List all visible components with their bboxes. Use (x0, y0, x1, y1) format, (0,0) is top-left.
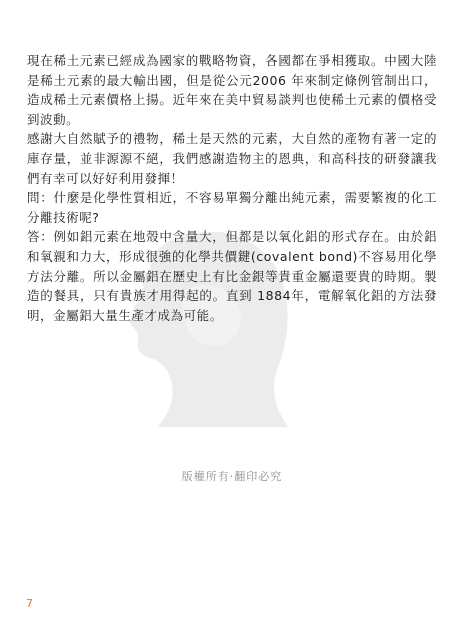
page-number: 7 (26, 597, 33, 610)
paragraph-answer: 答：例如鋁元素在地殼中含量大，但都是以氧化鋁的形式存在。由於鋁和氧親和力大，形成很強的化學共價鍵(covalent bond)不容易用化學方法分離。所以金屬鋁在歷史上有比金銀等貴重金屬還要貴的時期。製造的餐具，只有貴族才用得起的。直到 1884年，電解氧化鋁的方法發明，金屬鋁大量生產才成為可能。 (27, 229, 437, 323)
copyright-notice: 版權所有‧翻印必究 (181, 470, 283, 483)
body-text (27, 51, 437, 325)
paragraph-question: 問：什麼是化學性質相近，不容易單獨分離出純元素，需要繁複的化工分離技術呢? (27, 190, 437, 225)
paragraph-gratitude: 感謝大自然賦予的禮物，稀土是天然的元素，大自然的產物有著一定的庫存量，並非源源不絕，我們感謝造物主的恩典，和高科技的研發讓我們有幸可以好好利用發揮！ (27, 131, 437, 186)
paragraph-rare-earth-strategy: 現在稀土元素已經成為國家的戰略物資，各國都在爭相獲取。中國大陸是稀土元素的最大輸出國，但是從公元2006 年來制定條例管制出口，造成稀土元素價格上揚。近年來在美中貿易談判也使稀土元素的價格受到波動。 (27, 53, 437, 127)
